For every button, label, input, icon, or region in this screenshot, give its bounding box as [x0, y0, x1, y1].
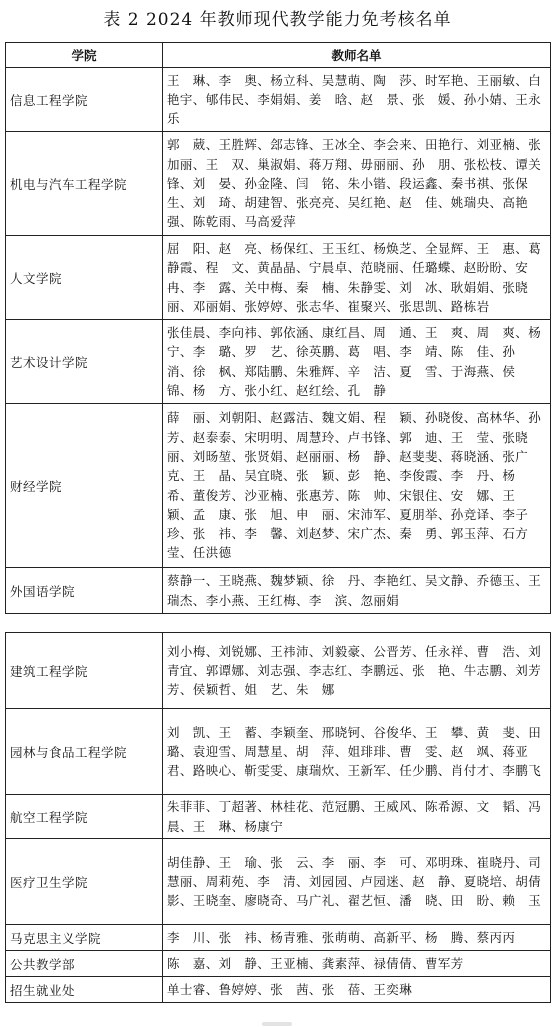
table-row	[6, 633, 551, 709]
names-cell: 薛 丽、刘朝阳、赵露洁、魏文娟、程 颖、孙晓俊、高林华、孙 芳、赵泰泰、宋明明、周慧玲、卢书锋、郭 迪、王 莹、张晓丽、刘旸堃、张贤娟、赵丽丽、杨 静、赵斐斐、蒋晓涵、张广克、王 晶、吴宜晓、张 颖、彭 艳、李俊霞、李 丹、杨 希、董俊芳、沙亚楠、张惠芳、陈 帅、宋银住、安 娜、王 颖、孟 康、张 旭、申 丽、宋沛军、夏朋举、孙竞译、李子珍、张 祎、李 馨、刘赵梦、宋广杰、秦 勇、郭玉萍、石方莹、任洪德	[163, 404, 551, 568]
college-cell: 航空工程学院	[6, 795, 163, 839]
college-cell: 医疗卫生学院	[6, 839, 163, 925]
table-row	[6, 709, 551, 795]
college-cell: 招生就业处	[6, 977, 163, 1003]
table-row	[6, 236, 551, 320]
college-cell: 机电与汽车工程学院	[6, 132, 163, 236]
table-row	[6, 977, 551, 1003]
header-college: 学院	[6, 43, 163, 68]
names-cell: 刘小梅、刘锐娜、王祎沛、刘毅豪、公晋芳、任永祥、曹 浩、刘青宜、郭谭娜、刘志强、李志红、李鹏远、张 艳、牛志鹏、刘芳芳、侯颖哲、姐 艺、朱 娜	[163, 633, 551, 709]
table-row	[6, 951, 551, 977]
names-cell: 朱菲菲、丁超著、林桂花、范冠鹏、王威风、陈希源、文 韬、冯 晨、王 琳、杨康宁	[163, 795, 551, 839]
table-row	[6, 320, 551, 404]
names-cell: 单士睿、鲁婷婷、张 茜、张 蓓、王奕琳	[163, 977, 551, 1003]
college-cell: 建筑工程学院	[6, 633, 163, 709]
names-cell: 张佳晨、李向祎、郭依涵、康红昌、周 通、王 爽、周 爽、杨 宁、李 璐、罗 艺、徐英鹏、葛 唱、李 靖、陈 佳、孙 消、徐 枫、郑陆鹏、朱雅辉、辛 洁、夏 雪、于海燕、侯 锦、杨 方、张小红、赵红绘、孔 静	[163, 320, 551, 404]
names-cell: 蔡静一、王晓燕、魏梦颖、徐 丹、李艳红、吴文静、乔德玉、王瑞杰、李小燕、王红梅、李 滨、忽丽娟	[163, 568, 551, 614]
table-row	[6, 795, 551, 839]
college-cell: 艺术设计学院	[6, 320, 163, 404]
table-row	[6, 132, 551, 236]
table-row	[6, 68, 551, 132]
table-row	[6, 568, 551, 614]
names-cell: 刘 凯、王 蓄、李颖奎、邢晓钶、谷俊华、王 攀、黄 斐、田 璐、袁迎雪、周慧星、胡 萍、姐琲琲、曹 雯、赵 飒、蒋亚君、路映心、靳雯雯、康瑞炊、王新军、任少鹏、肖付才、李鹏飞	[163, 709, 551, 795]
college-cell: 财经学院	[6, 404, 163, 568]
table-row	[6, 925, 551, 951]
table-header-row	[6, 43, 551, 68]
college-cell: 马克思主义学院	[6, 925, 163, 951]
table-title: 表 2 2024 年教师现代教学能力免考核名单	[103, 10, 452, 30]
exemption-table-part2	[5, 632, 555, 1003]
college-cell: 外国语学院	[6, 568, 163, 614]
table-row	[6, 839, 551, 925]
names-cell: 屈 阳、赵 亮、杨保红、王玉红、杨焕芝、全显辉、王 惠、葛静霞、程 文、黄晶晶、宁晨卓、范晓丽、任璐蝶、赵盼盼、安 冉、李 露、关中梅、秦 楠、朱静雯、刘 冰、耿娟娟、张晓丽、邓丽娟、张婷婷、张志华、崔聚兴、张思凯、路栋岩	[163, 236, 551, 320]
names-cell: 李 川、张 祎、杨青雅、张萌萌、高新平、杨 腾、蔡丙丙	[163, 925, 551, 951]
college-cell: 园林与食品工程学院	[6, 709, 163, 795]
names-cell: 郭 葳、王胜辉、郐志锋、王冰全、李会来、田艳行、刘亚楠、张加丽、王 双、巢淑娟、蒋万翔、毋丽丽、孙 朋、张松枝、谭关锋、刘 晏、孙金隆、闫 铭、朱小锴、段运鑫、秦书祺、张保生、刘 琦、胡建智、张亮亮、吴红艳、赵 佳、姚瑞央、高艳强、陈乾雨、马高爱萍	[163, 132, 551, 236]
table-row	[6, 404, 551, 568]
header-names: 教师名单	[163, 43, 551, 68]
exemption-table-part1	[5, 42, 555, 614]
names-cell: 陈 嘉、刘 静、王亚楠、龚素萍、禄倩倩、曹军芳	[163, 951, 551, 977]
names-cell: 胡佳静、王 瑜、张 云、李 丽、李 可、邓明珠、崔晓丹、司慧丽、周莉苑、李 清、刘园园、卢园迷、赵 静、夏晓培、胡倩影、王晓奎、廖晓奇、马广礼、翟艺恒、潘 晓、田 盼、赖 玉	[163, 839, 551, 925]
college-cell: 公共教学部	[6, 951, 163, 977]
names-cell: 王 琳、李 奥、杨立科、吴慧萌、陶 莎、时军艳、王丽敏、白艳宇、郇伟民、李娟娟、姜 晗、赵 景、张 媛、孙小婧、王永乐	[163, 68, 551, 132]
college-cell: 信息工程学院	[6, 68, 163, 132]
page-break-gap	[5, 620, 550, 632]
scroll-indicator[interactable]	[262, 1022, 292, 1026]
college-cell: 人文学院	[6, 236, 163, 320]
